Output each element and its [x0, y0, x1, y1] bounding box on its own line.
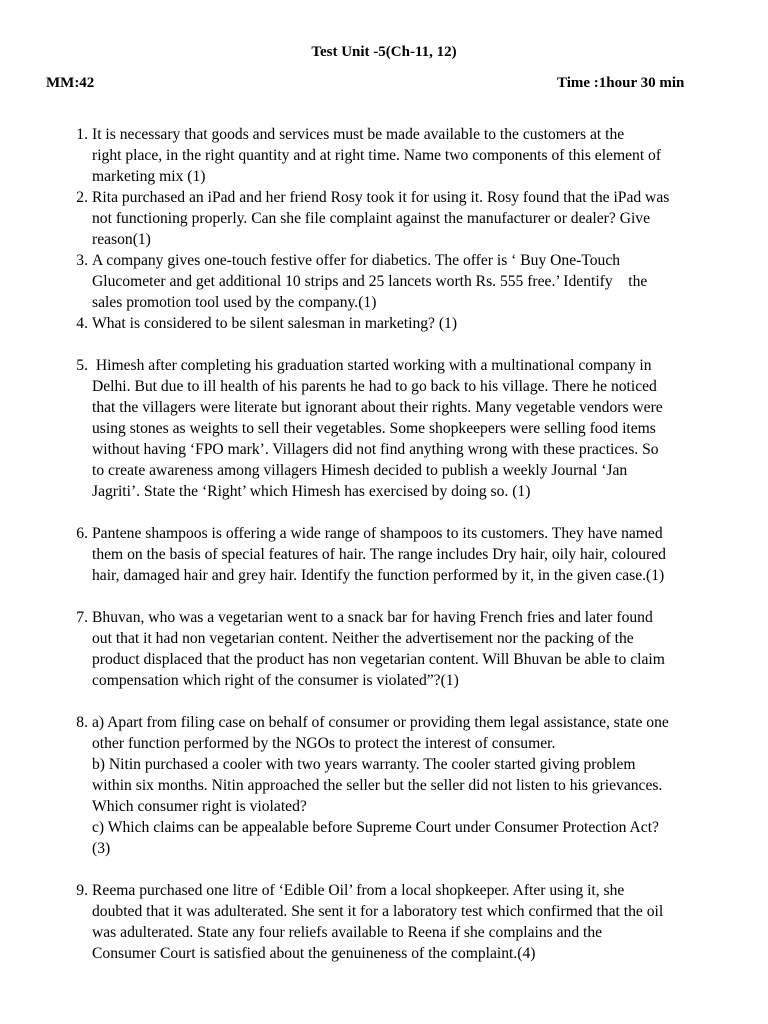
question-line: to create awareness among villagers Himesh decided to publish a weekly Journal ‘Jan: [92, 462, 628, 479]
question-line: What is considered to be silent salesman in marketing? (1): [92, 315, 458, 332]
question-line: a) Apart from filing case on behalf of consumer or providing them legal assistance, state one: [92, 714, 669, 731]
question-2: [76, 187, 718, 250]
question-list: [0, 124, 768, 964]
question-line: other function performed by the NGOs to protect the interest of consumer.: [92, 735, 556, 752]
question-line: without having ‘FPO mark’. Villagers did not find anything wrong with these practices. So: [92, 441, 659, 458]
question-9: [76, 880, 718, 964]
question-line: Rita purchased an iPad and her friend Rosy took it for using it. Rosy found that the iPad was: [92, 189, 670, 206]
question-3: [76, 250, 718, 313]
question-5: [76, 355, 718, 502]
question-number: 1 .: [68, 124, 88, 145]
time-allowed: Time :1hour 30 min: [557, 75, 685, 91]
page-title: Test Unit -5(Ch-11, 12): [311, 44, 457, 60]
question-1: [76, 124, 718, 187]
question-line: right place, in the right quantity and at right time. Name two components of this element of: [92, 147, 662, 164]
question-number: 8 .: [68, 712, 88, 733]
question-line: was adulterated. State any four reliefs available to Reena if she complains and the: [92, 924, 603, 941]
question-line: product displaced that the product has non vegetarian content. Will Bhuvan be able to claim: [92, 651, 665, 668]
question-line: them on the basis of special features of hair. The range includes Dry hair, oily hair, coloured: [92, 546, 666, 563]
question-number: 9 .: [68, 880, 88, 901]
question-line: Consumer Court is satisfied about the genuineness of the complaint.(4): [92, 945, 536, 962]
question-line: It is necessary that goods and services must be made available to the customers at the: [92, 126, 625, 143]
question-6: [76, 523, 718, 586]
question-line: b) Nitin purchased a cooler with two years warranty. The cooler started giving problem: [92, 756, 636, 773]
question-number: 2 .: [68, 187, 88, 208]
question-line: Which consumer right is violated?: [92, 798, 307, 815]
question-line: Delhi. But due to ill health of his parents he had to go back to his village. There he noticed: [92, 378, 657, 395]
question-number: 3 .: [68, 250, 88, 271]
question-number: 5 .: [68, 355, 88, 376]
question-8: [76, 712, 718, 859]
question-line: Pantene shampoos is offering a wide range of shampoos to its customers. They have named: [92, 525, 663, 542]
question-line: hair, damaged hair and grey hair. Identify the function performed by it, in the given case.(1): [92, 567, 665, 584]
question-line: marketing mix (1): [92, 168, 206, 185]
question-line: Himesh after completing his graduation started working with a multinational company in: [92, 357, 652, 374]
question-line: Bhuvan, who was a vegetarian went to a snack bar for having French fries and later found: [92, 609, 653, 626]
question-line: Glucometer and get additional 10 strips and 25 lancets worth Rs. 555 free.’ Identify the: [92, 273, 648, 290]
question-line: sales promotion tool used by the company.(1): [92, 294, 377, 311]
question-line: reason(1): [92, 231, 151, 248]
question-number: 7 .: [68, 607, 88, 628]
question-line: using stones as weights to sell their vegetables. Some shopkeepers were selling food items: [92, 420, 656, 437]
question-line: A company gives one-touch festive offer for diabetics. The offer is ‘ Buy One-Touch: [92, 252, 621, 269]
question-4: [76, 313, 718, 334]
question-number: 6 .: [68, 523, 88, 544]
question-number: 4 .: [68, 313, 88, 334]
question-7: [76, 607, 718, 691]
question-line: c) Which claims can be appealable before Supreme Court under Consumer Protection Act?: [92, 819, 659, 836]
question-line: not functioning properly. Can she file complaint against the manufacturer or dealer? Give: [92, 210, 651, 227]
question-line: out that it had non vegetarian content. Neither the advertisement nor the packing of the: [92, 630, 634, 647]
question-line: (3): [92, 840, 111, 857]
question-line: that the villagers were literate but ignorant about their rights. Many vegetable vendors were: [92, 399, 663, 416]
question-line: doubted that it was adulterated. She sent it for a laboratory test which confirmed that the oil: [92, 903, 664, 920]
max-marks: MM:42: [46, 75, 95, 91]
question-line: Jagriti’. State the ‘Right’ which Himesh has exercised by doing so. (1): [92, 483, 531, 500]
question-line: compensation which right of the consumer is violated”?(1): [92, 672, 459, 689]
question-line: Reema purchased one litre of ‘Edible Oil’ from a local shopkeeper. After using it, she: [92, 882, 625, 899]
question-line: within six months. Nitin approached the seller but the seller did not listen to his grievances.: [92, 777, 663, 794]
